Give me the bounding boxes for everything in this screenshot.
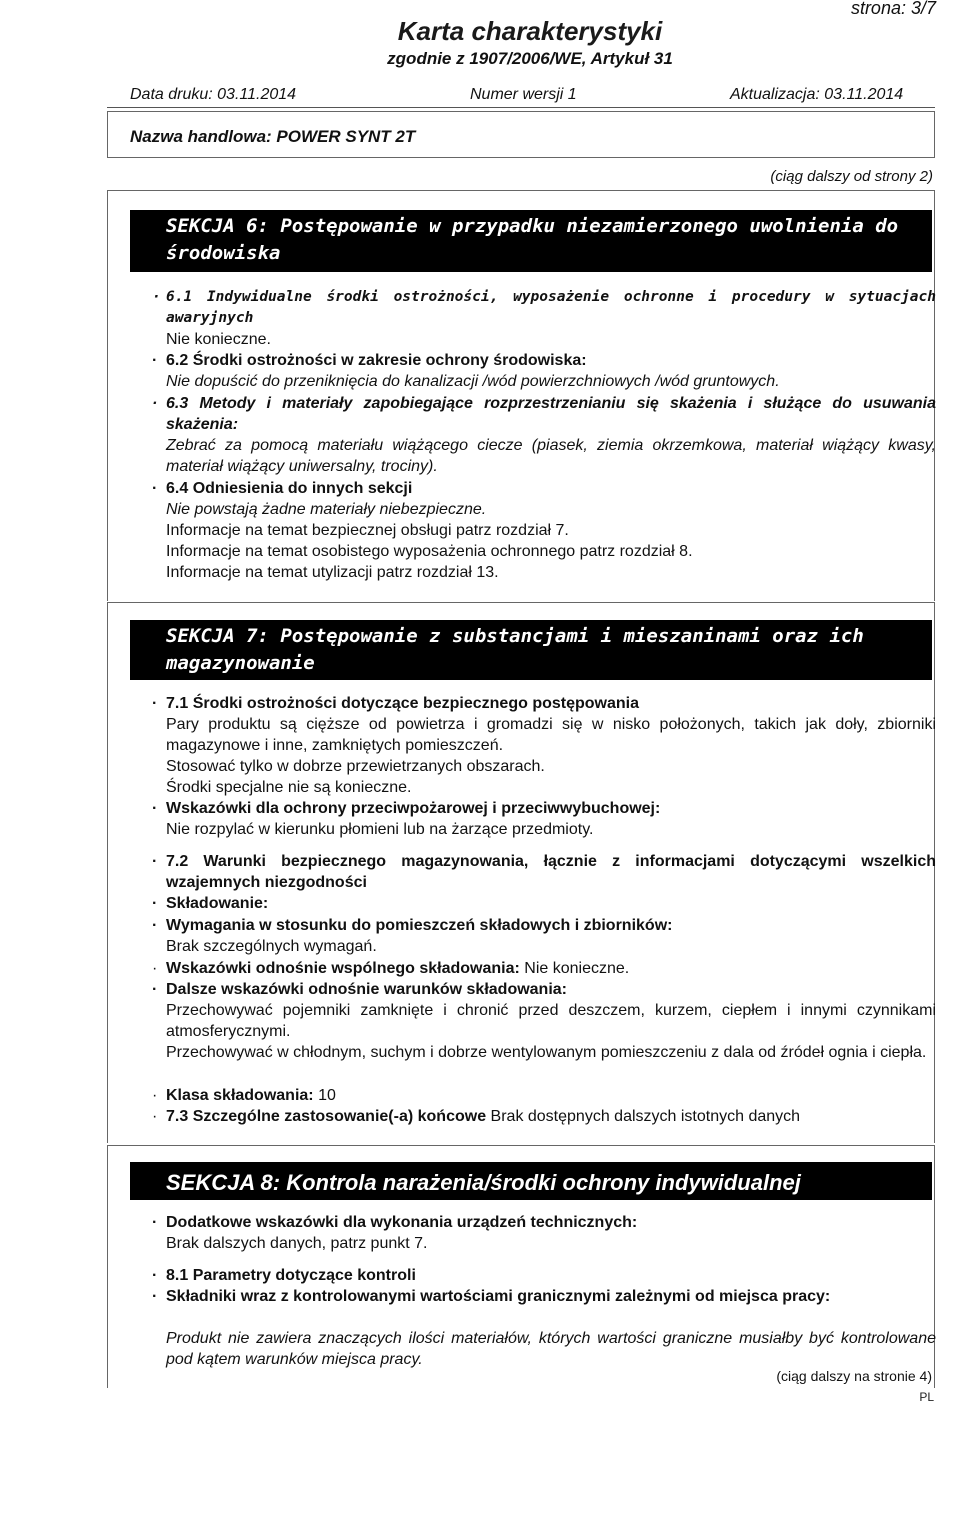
s6-3-heading: · 6.3 Metody i materiały zapobiegające rozprzestrzenianiu się skażenia i służące do usuwania skażenia: — [152, 395, 936, 433]
section-6-title: SEKCJA 6: Postępowanie w przypadku niezamierzonego uwolnienia do środowiska — [130, 210, 932, 272]
update-date: Aktualizacja: 03.11.2014 — [730, 86, 904, 103]
s6-1-heading: · 6.1 Indywidualne środki ostrożności, wyposażenie ochronne i procedury w sytuacjach awaryjnych — [152, 289, 936, 326]
storage-requirements-heading: · Wymagania w stosunku do pomieszczeń składowych i zbiorników: — [152, 917, 673, 934]
s6-3-text: Zebrać za pomocą materiału wiążącego ciecze (piasek, ziemia okrzemkowa, materiał wiążący kwasy, materiał wiążący uniwersalny, trociny). — [166, 437, 936, 475]
s6-2-text: Nie dopuścić do przeniknięcia do kanalizacji /wód powierzchniowych /wód gruntowych. — [166, 373, 780, 390]
document-title: Karta charakterystyki — [397, 16, 663, 46]
components-limit-values-heading: · Składniki wraz z kontrolowanymi wartościami granicznymi zależnymi od miejsca pracy: — [152, 1288, 831, 1305]
storage-class-line: · Klasa składowania: 10 — [152, 1087, 336, 1104]
storage-heading: · Składowanie: — [152, 895, 269, 912]
s6-4-text-4: Informacje na temat utylizacji patrz rozdział 13. — [166, 564, 499, 581]
print-date: Data druku: 03.11.2014 — [130, 86, 297, 103]
s8-1-heading: · 8.1 Parametry dotyczące kontroli — [152, 1267, 416, 1284]
s6-4-text-3: Informacje na temat osobistego wyposażenia ochronnego patrz rozdział 8. — [166, 543, 693, 560]
trade-name: Nazwa handlowa: POWER SYNT 2T — [130, 127, 416, 146]
document-subtitle: zgodnie z 1907/2006/WE, Artykuł 31 — [387, 49, 673, 68]
s6-1-text: Nie konieczne. — [166, 331, 271, 348]
technical-facilities-heading: · Dodatkowe wskazówki dla wykonania urządzeń technicznych: — [152, 1214, 638, 1231]
s6-2-heading: · 6.2 Środki ostrożności w zakresie ochrony środowiska: — [152, 352, 587, 369]
language-code: PL — [919, 1390, 934, 1404]
s7-1-text-1: Pary produktu są cięższe od powietrza i gromadzi się w nisko położonych, takich jak doły, zbiorniki magazynowe i inne, zamkniętych pomieszczeń. — [166, 716, 936, 754]
header-divider — [107, 107, 935, 108]
further-storage-heading: · Dalsze wskazówki odnośnie warunków składowania: — [152, 981, 567, 998]
version-number: Numer wersji 1 — [470, 86, 577, 103]
s7-3-line: · 7.3 Szczególne zastosowanie(-a) końcowe Brak dostępnych dalszych istotnych danych — [152, 1108, 801, 1125]
section-8-title: SEKCJA 8: Kontrola narażenia/środki ochrony indywidualnej — [130, 1162, 932, 1200]
further-storage-text-1: Przechowywać pojemniki zamknięte i chronić przed deszczem, kurzem, ciepłem i innymi czynnikami atmosferycznymi. — [166, 1002, 936, 1040]
common-storage-line: · Wskazówki odnośnie wspólnego składowania: Nie konieczne. — [152, 960, 630, 977]
s7-1-heading: · 7.1 Środki ostrożności dotyczące bezpiecznego postępowania — [152, 695, 639, 712]
fire-protection-text: Nie rozpylać w kierunku płomieni lub na żarzące przedmioty. — [166, 821, 594, 838]
page-number: strona: 3/7 — [850, 0, 936, 18]
continued-to: (ciąg dalszy na stronie 4) — [776, 1368, 932, 1384]
fire-protection-heading: · Wskazówki dla ochrony przeciwpożarowej i przeciwwybuchowej: — [152, 800, 661, 817]
components-limit-values-text: Produkt nie zawiera znaczących ilości materiałów, których wartości graniczne musiałby być kontrolowane pod kątem warunków miejsca pracy. — [166, 1330, 936, 1368]
s6-4-text-1: Nie powstają żadne materiały niebezpieczne. — [166, 501, 487, 518]
s7-1-text-3: Środki specjalne nie są konieczne. — [166, 779, 412, 796]
continued-from: (ciąg dalszy od strony 2) — [770, 168, 933, 185]
s7-1-text-2: Stosować tylko w dobrze przewietrzanych obszarach. — [166, 758, 545, 775]
s6-4-text-2: Informacje na temat bezpiecznej obsługi patrz rozdział 7. — [166, 522, 569, 539]
further-storage-text-2: Przechowywać w chłodnym, suchym i dobrze wentylowanym pomieszczeniu z dala od źródeł ognia i ciepła. — [166, 1044, 927, 1061]
technical-facilities-text: Brak dalszych danych, patrz punkt 7. — [166, 1235, 428, 1252]
s6-4-heading: · 6.4 Odniesienia do innych sekcji — [152, 480, 413, 497]
storage-requirements-text: Brak szczególnych wymagań. — [166, 938, 377, 955]
section-7-title: SEKCJA 7: Postępowanie z substancjami i mieszaninami oraz ich magazynowanie — [130, 620, 932, 680]
s7-2-heading: · 7.2 Warunki bezpiecznego magazynowania, łącznie z informacjami dotyczącymi wszelkich wzajemnych niezgodności — [152, 853, 936, 891]
